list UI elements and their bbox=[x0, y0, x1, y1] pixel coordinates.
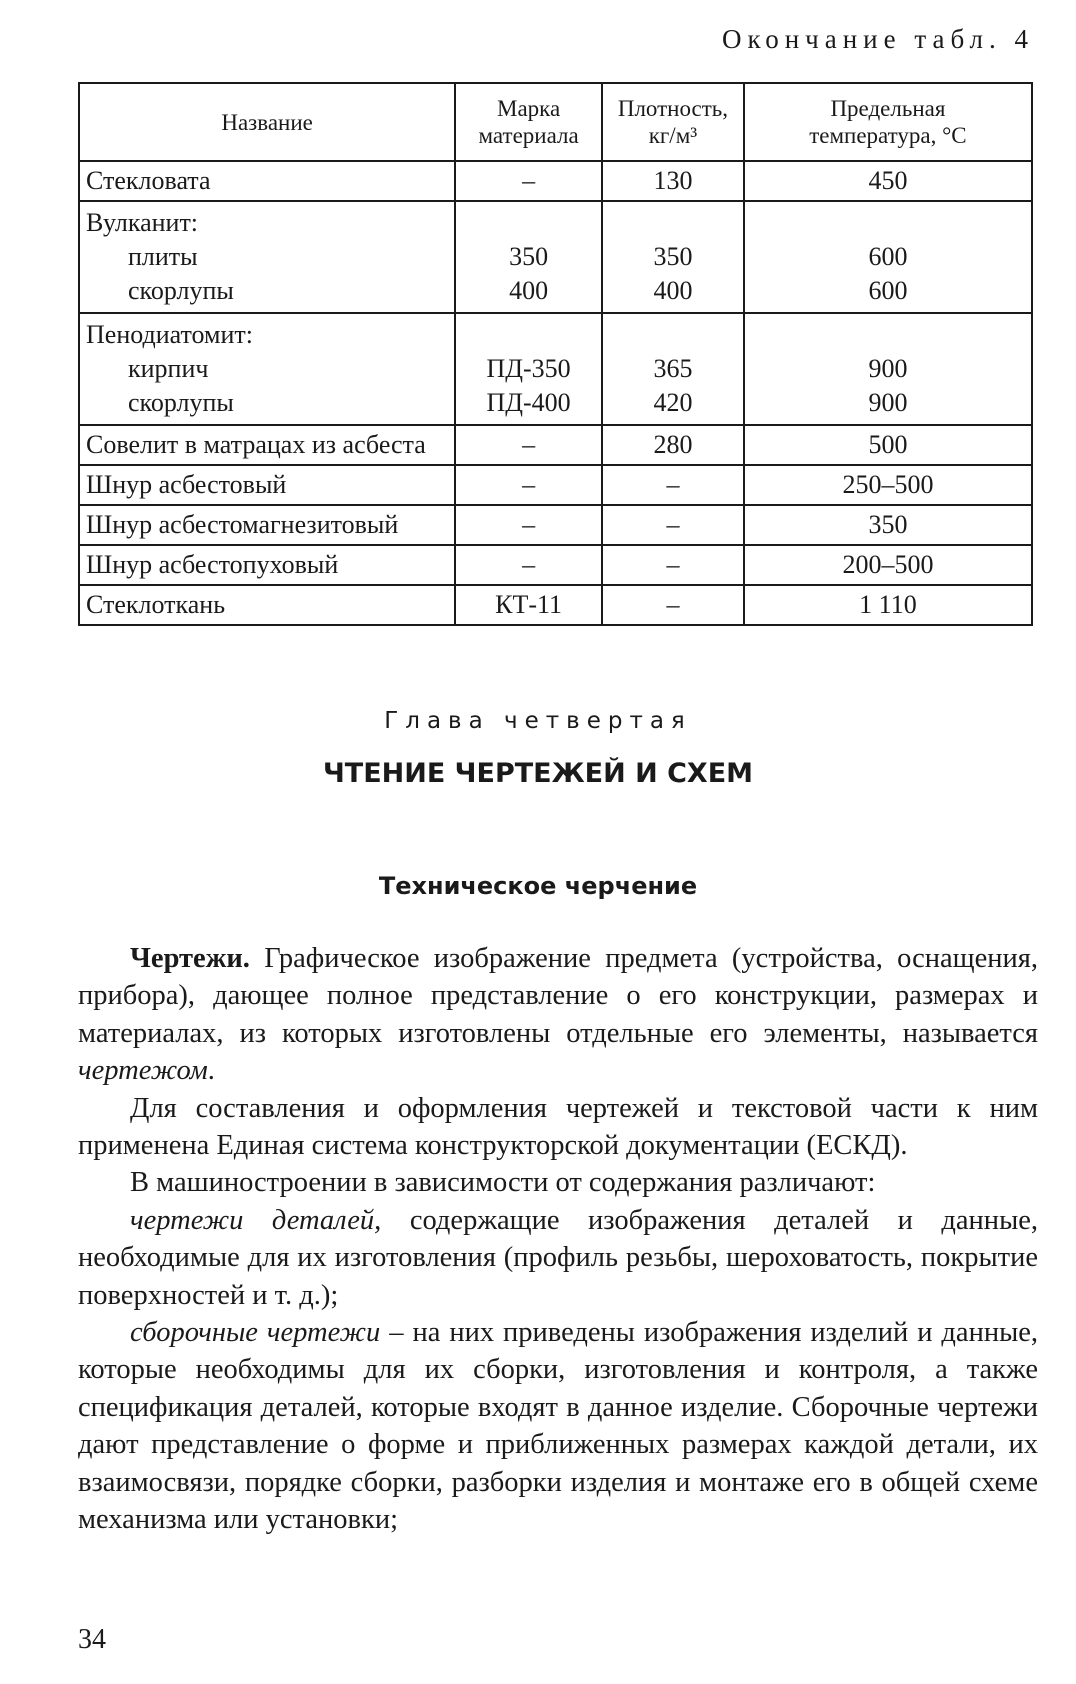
cell-grade: ПД-350 ПД-400 bbox=[455, 313, 602, 425]
cell-density: 350 400 bbox=[602, 201, 744, 313]
cell-name: Стекловата bbox=[79, 161, 455, 201]
term-bold: Чертежи. bbox=[130, 943, 250, 974]
cell-temperature: 1 110 bbox=[744, 585, 1032, 625]
group-item-name: кирпич bbox=[128, 354, 209, 383]
group-title: Пенодиатомит: bbox=[86, 320, 253, 349]
table-row bbox=[79, 545, 1032, 585]
column-header-name: Название bbox=[79, 83, 455, 161]
cell-density: 365 420 bbox=[602, 313, 744, 425]
cell-temperature: 500 bbox=[744, 425, 1032, 465]
table-row bbox=[79, 425, 1032, 465]
group-item-name: плиты bbox=[128, 242, 198, 271]
column-header-density: Плотность, кг/м³ bbox=[602, 83, 744, 161]
paragraph: сборочные чертежи – на них приведены изображения изделий и данные, которые необходимы для их сборки, изготовления и контроля, а также спецификация деталей, которые входят в данное изделие. Сборочные чертежи дают представление о форме и приближенных размерах каждой детали, их взаимосвязи, порядке сборки, разборки изделия и монтаже его в общей схеме механизма или установки; bbox=[78, 1317, 1038, 1536]
group-item-name: скорлупы bbox=[128, 276, 234, 305]
cell-grade: 350 400 bbox=[455, 201, 602, 313]
chapter-title: ЧТЕНИЕ ЧЕРТЕЖЕЙ И СХЕМ bbox=[322, 758, 754, 789]
page-number: 34 bbox=[78, 1624, 106, 1655]
group-item-name: скорлупы bbox=[128, 388, 234, 417]
materials-table bbox=[78, 82, 1033, 626]
cell-grade: – bbox=[455, 465, 602, 505]
cell-density: – bbox=[602, 505, 744, 545]
table-row bbox=[79, 161, 1032, 201]
column-header-grade: Марка материала bbox=[455, 83, 602, 161]
cell-grade: – bbox=[455, 505, 602, 545]
cell-name bbox=[79, 201, 455, 313]
column-header-temperature: Предельная температура, °С bbox=[744, 83, 1032, 161]
table-caption: Окончание табл. 4 bbox=[721, 24, 1034, 54]
cell-name: Совелит в матрацах из асбеста bbox=[79, 425, 455, 465]
cell-temperature: 450 bbox=[744, 161, 1032, 201]
cell-name bbox=[79, 313, 455, 425]
section-title: Техническое черчение bbox=[378, 872, 698, 900]
table-row bbox=[79, 585, 1032, 625]
table-row bbox=[79, 505, 1032, 545]
cell-temperature: 600 600 bbox=[744, 201, 1032, 313]
cell-grade: – bbox=[455, 545, 602, 585]
paragraph: Чертежи. Графическое изображение предмета (устройства, оснащения, прибора), дающее полное представление о его конструкции, размерах и материалах, из которых изготовлены отдельные его элементы, называется чертежом. bbox=[78, 943, 1038, 1087]
cell-density: 280 bbox=[602, 425, 744, 465]
term-italic: сборочные чертежи bbox=[130, 1317, 381, 1349]
term-italic: чертежи деталей, bbox=[130, 1204, 382, 1236]
cell-density: – bbox=[602, 585, 744, 625]
cell-grade: – bbox=[455, 425, 602, 465]
cell-name: Стеклоткань bbox=[79, 585, 455, 625]
body-text bbox=[78, 940, 1038, 1539]
cell-density: 130 bbox=[602, 161, 744, 201]
cell-temperature: 900 900 bbox=[744, 313, 1032, 425]
cell-temperature: 200–500 bbox=[744, 545, 1032, 585]
paragraph: чертежи деталей, содержащие изображения деталей и данные, необходимые для их изготовления (профиль резьбы, шероховатость, покрытие поверхностей и т. д.); bbox=[78, 1204, 1038, 1311]
cell-temperature: 250–500 bbox=[744, 465, 1032, 505]
chapter-label: Глава четвертая bbox=[384, 708, 692, 734]
cell-name: Шнур асбестопуховый bbox=[79, 545, 455, 585]
cell-density: – bbox=[602, 545, 744, 585]
cell-grade: – bbox=[455, 161, 602, 201]
table-row bbox=[79, 465, 1032, 505]
cell-temperature: 350 bbox=[744, 505, 1032, 545]
group-title: Вулканит: bbox=[86, 208, 199, 237]
term-italic: чертежом bbox=[78, 1055, 208, 1087]
cell-grade: КТ-11 bbox=[455, 585, 602, 625]
paragraph: В машиностроении в зависимости от содержания различают: bbox=[130, 1167, 876, 1199]
cell-name: Шнур асбестомагнезитовый bbox=[79, 505, 455, 545]
cell-density: – bbox=[602, 465, 744, 505]
paragraph: Для составления и оформления чертежей и текстовой части к ним применена Единая система конструкторской документации (ЕСКД). bbox=[78, 1092, 1038, 1162]
table-row-group bbox=[79, 313, 1032, 425]
table-row-group bbox=[79, 201, 1032, 313]
table-header-row bbox=[79, 83, 1032, 161]
cell-name: Шнур асбестовый bbox=[79, 465, 455, 505]
